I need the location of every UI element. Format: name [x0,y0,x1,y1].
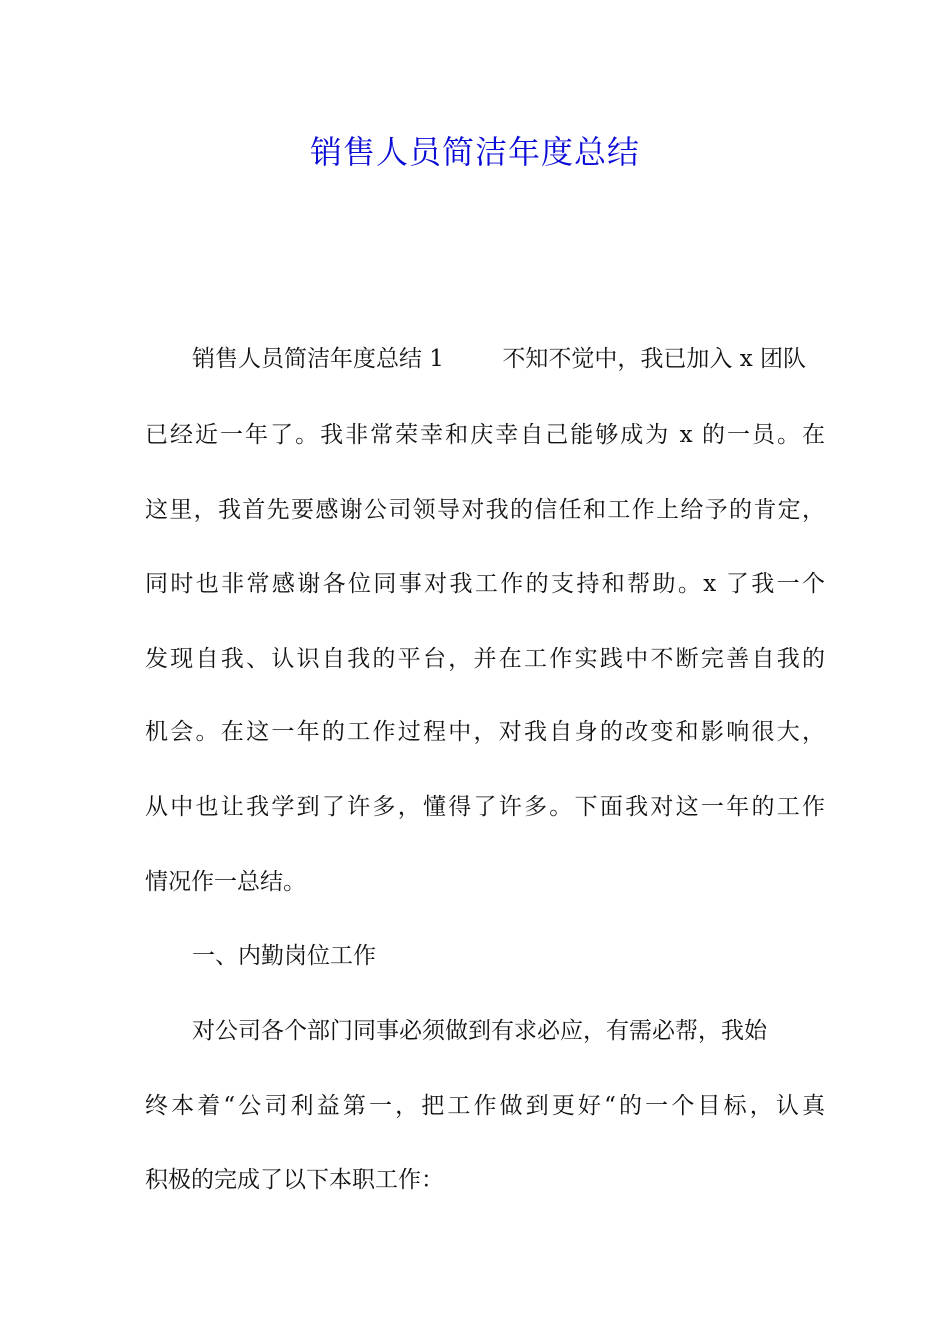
paragraph-line: 从中也让我学到了许多，懂得了许多。下面我对这一年的工作 [145,794,825,820]
paragraph-line: 终本着“公司利益第一，把工作做到更好“的一个目标，认真 [145,1093,825,1119]
section-heading: 一、内勤岗位工作 [192,943,376,969]
paragraph-line: 机会。在这一年的工作过程中，对我自身的改变和影响很大， [145,719,825,745]
paragraph-line: 情况作一总结。 [145,869,306,895]
paragraph-line: 销售人员简洁年度总结 1 不知不觉中，我已加入 x 团队 [192,346,807,372]
paragraph-line: 这里，我首先要感谢公司领导对我的信任和工作上给予的肯定， [145,497,825,523]
paragraph-line: 同时也非常感谢各位同事对我工作的支持和帮助。x 了我一个 [145,571,825,597]
paragraph-line: 发现自我、认识自我的平台，并在工作实践中不断完善自我的 [145,646,825,672]
document-title: 销售人员简洁年度总结 [309,133,640,171]
paragraph-line: 已经近一年了。我非常荣幸和庆幸自己能够成为 x 的一员。在 [145,422,825,448]
paragraph-line: 积极的完成了以下本职工作： [145,1167,444,1193]
paragraph-line: 对公司各个部门同事必须做到有求必应，有需必帮，我始 [192,1018,767,1044]
